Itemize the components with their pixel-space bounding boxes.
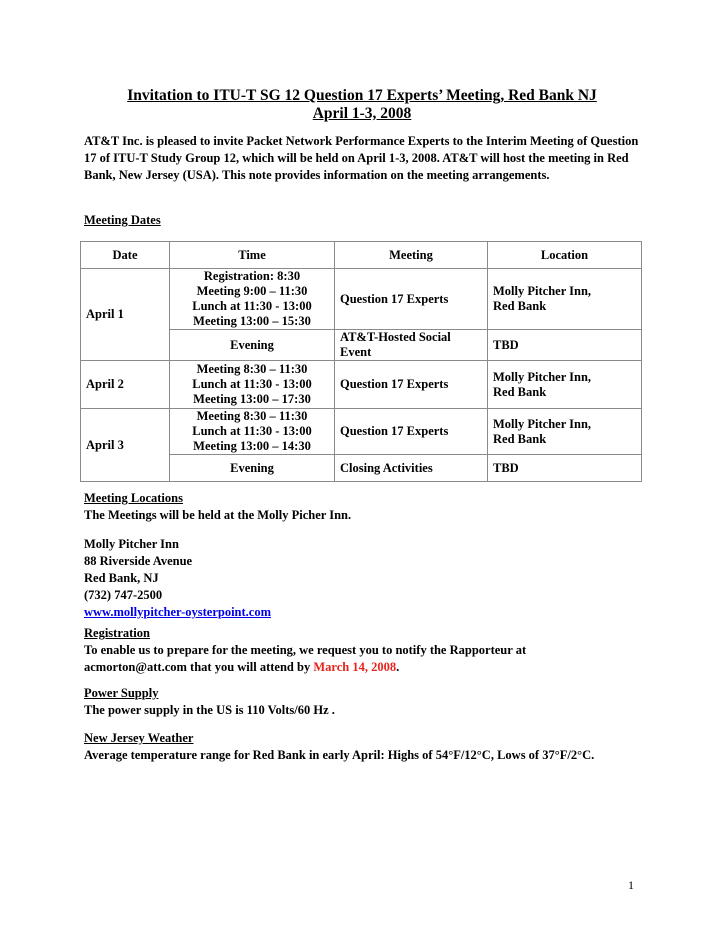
time-line: Meeting 8:30 – 11:30 (196, 409, 308, 423)
registration-text-line-1: To enable us to prepare for the meeting, we request you to notify the Rapporteur at (84, 643, 527, 657)
meeting-locations-section (84, 490, 640, 524)
meeting-line: AT&T-Hosted Social (340, 330, 451, 344)
venue-website-link[interactable]: www.mollypitcher-oysterpoint.com (84, 605, 272, 619)
meeting-cell: Question 17 Experts (335, 269, 488, 330)
venue-street: 88 Riverside Avenue (84, 554, 193, 568)
location-line: Molly Pitcher Inn, (493, 416, 592, 431)
title-line-2: April 1-3, 2008 (312, 105, 412, 122)
meeting-cell: Closing Activities (335, 455, 488, 482)
column-header-date: Date (81, 242, 170, 269)
power-supply-heading: Power Supply (84, 686, 159, 700)
location-line: Molly Pitcher Inn, (493, 369, 592, 384)
location-line: Red Bank (493, 431, 547, 446)
time-line: Registration: 8:30 (203, 269, 301, 283)
date-cell: April 1 (81, 269, 170, 361)
registration-text-prefix: acmorton@att.com that you will attend by (84, 660, 314, 674)
location-cell (488, 361, 642, 409)
table-row (81, 269, 642, 330)
time-cell (170, 409, 335, 455)
document-title (84, 87, 640, 123)
date-cell: April 2 (81, 361, 170, 409)
table-row (81, 361, 642, 409)
location-line: Red Bank (493, 384, 547, 399)
column-header-location: Location (488, 242, 642, 269)
time-line: Meeting 13:00 – 15:30 (193, 314, 311, 328)
registration-section (84, 625, 640, 676)
time-cell (170, 361, 335, 409)
time-line: Lunch at 11:30 - 13:00 (192, 424, 312, 438)
time-line: Meeting 13:00 – 14:30 (193, 439, 311, 453)
venue-phone: (732) 747-2500 (84, 588, 163, 602)
table-header-row (81, 242, 642, 269)
venue-city: Red Bank, NJ (84, 571, 159, 585)
registration-heading: Registration (84, 626, 150, 640)
registration-deadline: March 14, 2008 (313, 660, 397, 674)
time-cell: Evening (170, 455, 335, 482)
meeting-cell: Question 17 Experts (335, 409, 488, 455)
time-line: Meeting 8:30 – 11:30 (196, 362, 308, 376)
power-supply-text: The power supply in the US is 110 Volts/60 Hz . (84, 703, 335, 717)
date-cell: April 3 (81, 409, 170, 482)
time-line: Meeting 13:00 – 17:30 (193, 392, 311, 406)
table-row (81, 409, 642, 455)
registration-text-line-2 (84, 659, 640, 676)
location-cell: TBD (488, 330, 642, 361)
time-line: Lunch at 11:30 - 13:00 (192, 377, 312, 391)
page-number: 1 (628, 878, 634, 892)
time-cell: Evening (170, 330, 335, 361)
column-header-time: Time (170, 242, 335, 269)
power-supply-section (84, 685, 640, 719)
location-line: Molly Pitcher Inn, (493, 284, 592, 298)
venue-name: Molly Pitcher Inn (84, 537, 179, 551)
weather-heading: New Jersey Weather (84, 731, 194, 745)
location-cell (488, 409, 642, 455)
meeting-locations-heading: Meeting Locations (84, 491, 183, 505)
meeting-line: Event (340, 345, 372, 359)
title-line-1: Invitation to ITU-T SG 12 Question 17 Experts’ Meeting, Red Bank NJ (127, 87, 597, 104)
meeting-dates-heading: Meeting Dates (84, 213, 161, 227)
registration-text-suffix: . (396, 660, 400, 674)
column-header-meeting: Meeting (335, 242, 488, 269)
meeting-locations-text: The Meetings will be held at the Molly Picher Inn. (84, 508, 352, 522)
location-cell: TBD (488, 455, 642, 482)
location-line: Red Bank (493, 299, 547, 313)
meeting-cell: Question 17 Experts (335, 361, 488, 409)
address-block (84, 536, 640, 621)
meeting-cell (335, 330, 488, 361)
time-line: Meeting 9:00 – 11:30 (196, 284, 308, 298)
location-cell (488, 269, 642, 330)
time-line: Lunch at 11:30 - 13:00 (192, 299, 312, 313)
intro-paragraph: AT&T Inc. is pleased to invite Packet Network Performance Experts to the Interim Meeting of Question 17 of ITU-T Study Group 12, which will be held on April 1-3, 2008. AT&T will host the meeting in Red Bank, New Jersey (USA). This note provides information on the meeting arrangements. (84, 134, 639, 182)
meeting-schedule-table (80, 241, 642, 482)
weather-section (84, 730, 640, 764)
time-cell (170, 269, 335, 330)
weather-text: Average temperature range for Red Bank in early April: Highs of 54°F/12°C, Lows of 37°F/2°C. (84, 748, 595, 762)
